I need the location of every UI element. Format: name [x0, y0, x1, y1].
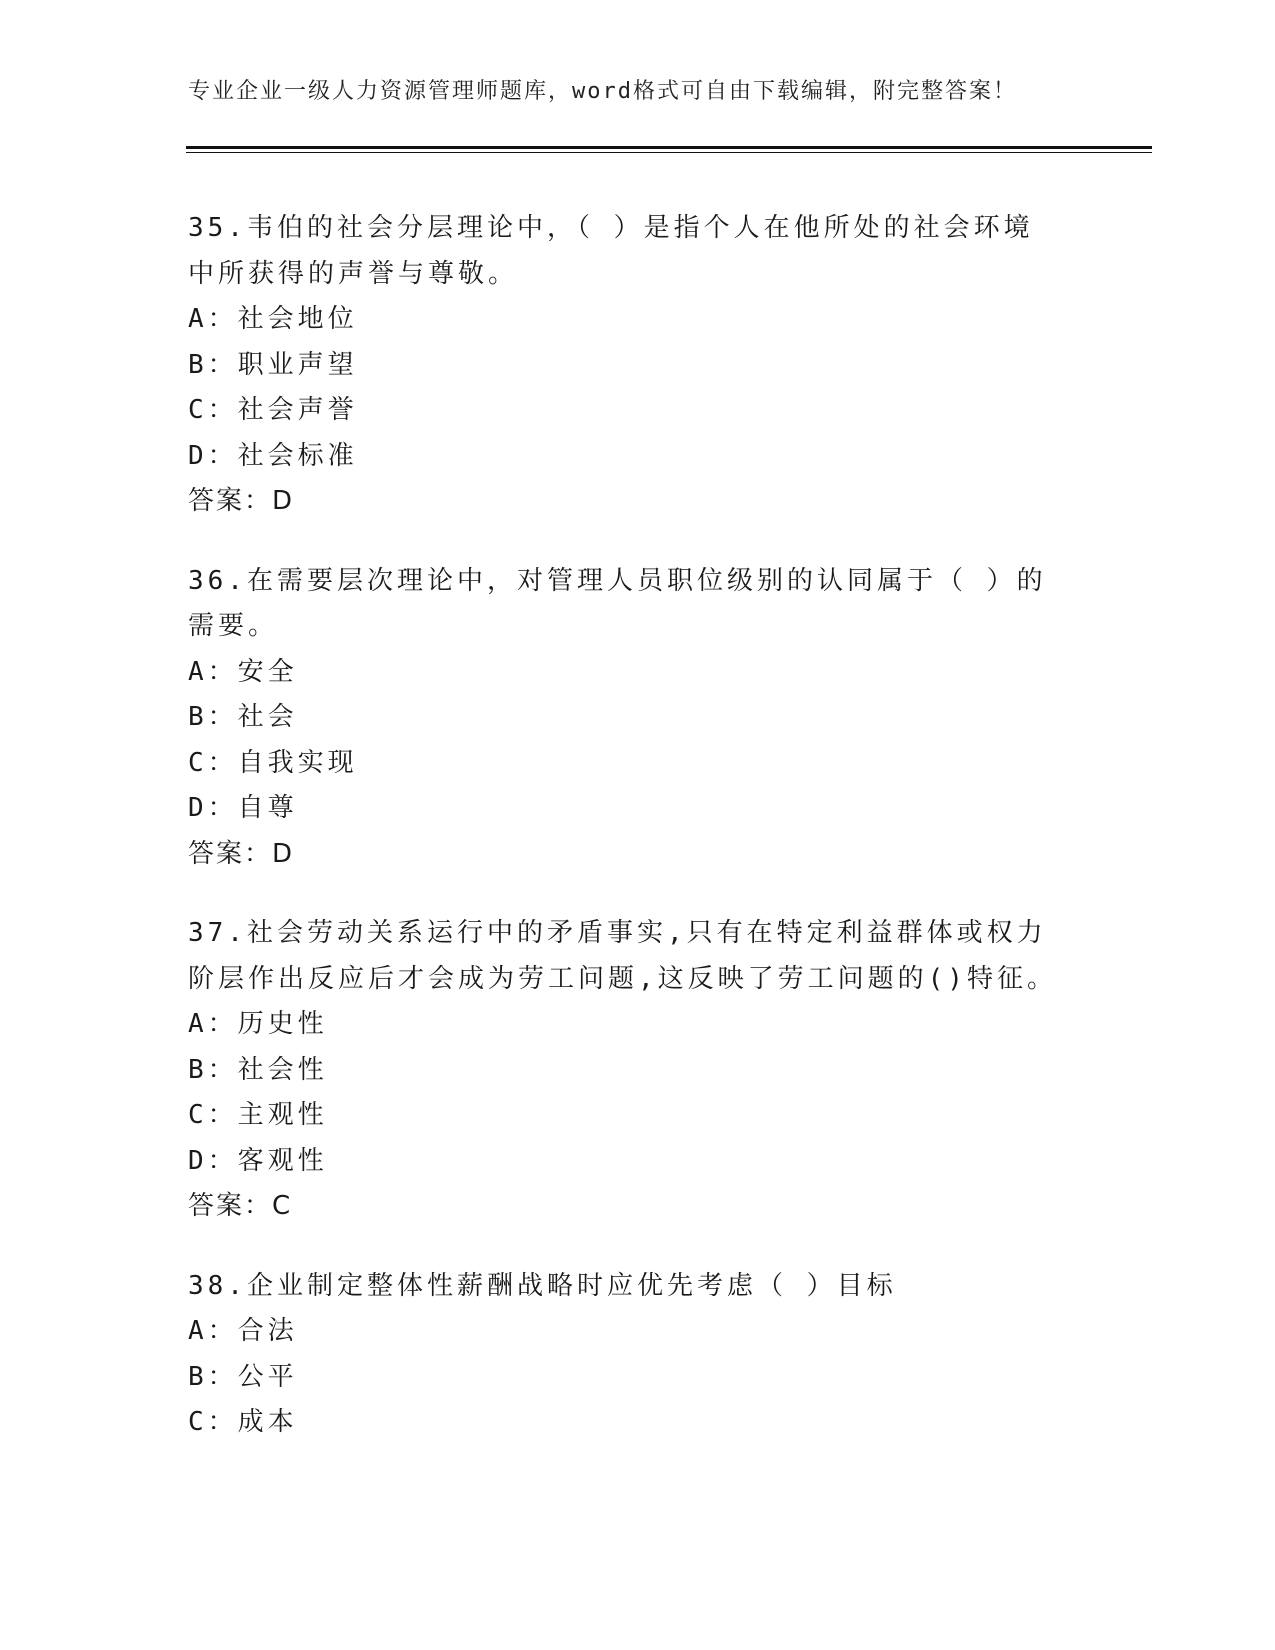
- option-a: A：安全: [188, 656, 298, 687]
- question-stem: 38.企业制定整体性薪酬战略时应优先考虑（ ）目标: [188, 1270, 897, 1301]
- question-38: [188, 1264, 1068, 1446]
- header-rule-thick: [186, 146, 1152, 149]
- question-list: [188, 206, 1068, 1480]
- question-36: [188, 559, 1068, 878]
- option-c: C：社会声誉: [188, 395, 358, 425]
- option-a: A：历史性: [188, 1009, 328, 1039]
- option-d: D：社会标准: [188, 440, 358, 471]
- option-b: B：社会性: [188, 1054, 328, 1085]
- question-35: [188, 206, 1068, 525]
- answer-line: 答案：C: [188, 1191, 293, 1221]
- question-37: [188, 911, 1068, 1230]
- option-d: D：客观性: [188, 1145, 328, 1176]
- option-c: C：主观性: [188, 1100, 328, 1130]
- header-rule-thin: [186, 152, 1152, 153]
- option-b: B：职业声望: [188, 349, 358, 380]
- page-header-text: 专业企业一级人力资源管理师题库，word格式可自由下载编辑，附完整答案！: [188, 79, 1017, 104]
- option-a: A：合法: [188, 1316, 298, 1346]
- answer-line: 答案：D: [188, 486, 295, 516]
- option-c: C：成本: [188, 1407, 298, 1437]
- option-b: B：公平: [188, 1361, 298, 1392]
- option-b: B：社会: [188, 702, 298, 732]
- question-stem: 37.社会劳动关系运行中的矛盾事实,只有在特定利益群体或权力阶层作出反应后才会成为劳工问题,这反映了劳工问题的()特征。: [188, 918, 1057, 994]
- question-stem: 36.在需要层次理论中，对管理人员职位级别的认同属于（ ）的需要。: [188, 565, 1047, 641]
- question-stem: 35.韦伯的社会分层理论中，（ ）是指个人在他所处的社会环境中所获得的声誉与尊敬。: [188, 213, 1034, 289]
- option-c: C：自我实现: [188, 747, 358, 778]
- option-a: A：社会地位: [188, 304, 358, 334]
- answer-line: 答案：D: [188, 838, 295, 869]
- option-d: D：自尊: [188, 793, 298, 823]
